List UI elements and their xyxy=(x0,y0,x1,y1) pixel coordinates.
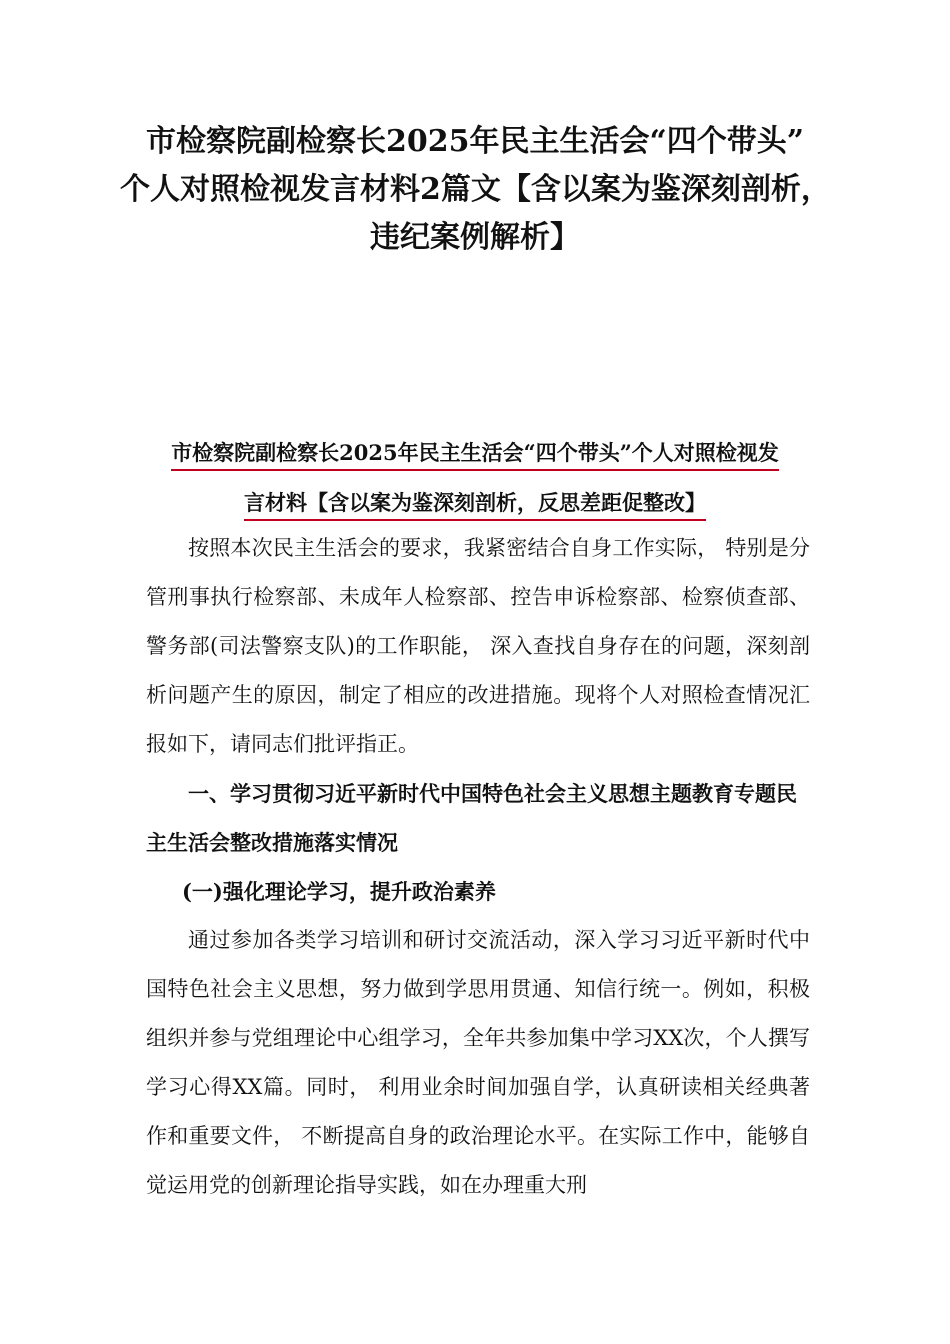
title-line-3: 违纪案例解析】 xyxy=(370,220,580,255)
document-title xyxy=(120,118,830,262)
article-title-line-1: 市检察院副检察长2025年民主生活会“四个带头”个人对照检视发 xyxy=(171,440,779,471)
subsection-heading: (一)强化理论学习，提升政治素养 xyxy=(182,879,496,904)
article-title-line-2: 言材料【含以案为鉴深刻剖析，反思差距促整改】 xyxy=(244,490,706,521)
article-title xyxy=(120,428,830,528)
body-paragraph: 通过参加各类学习培训和研讨交流活动，深入学习习近平新时代中国特色社会主义思想，努力做到学思用贯通、知信行统一。例如，积极组织并参与党组理论中心组学习，全年共参加集中学习XX次，个人撰写学习心得XX篇。同时， 利用业余时间加强自学，认真研读相关经典著作和重要文件， 不断提高自身的政治理论水平。在实际工作中，能够自觉运用党的创新理论指导实践，如在办理重大刑 xyxy=(146,928,810,1197)
title-line-2: 个人对照检视发言材料2篇文【含以案为鉴深刻剖析， xyxy=(120,172,831,207)
intro-paragraph: 按照本次民主生活会的要求，我紧密结合自身工作实际， 特别是分管刑事执行检察部、未成年人检察部、控告申诉检察部、检察侦查部、警务部(司法警察支队)的工作职能， 深入查找自身存在的问题，深刻剖析问题产生的原因，制定了相应的改进措施。现将个人对照检查情况汇报如下，请同志们批评指正。 xyxy=(146,536,810,756)
title-line-1: 市检察院副检察长2025年民主生活会“四个带头” xyxy=(145,124,804,159)
section-heading: 一、学习贯彻习近平新时代中国特色社会主义思想主题教育专题民主生活会整改措施落实情况 xyxy=(146,781,797,855)
article-body xyxy=(146,524,810,1210)
